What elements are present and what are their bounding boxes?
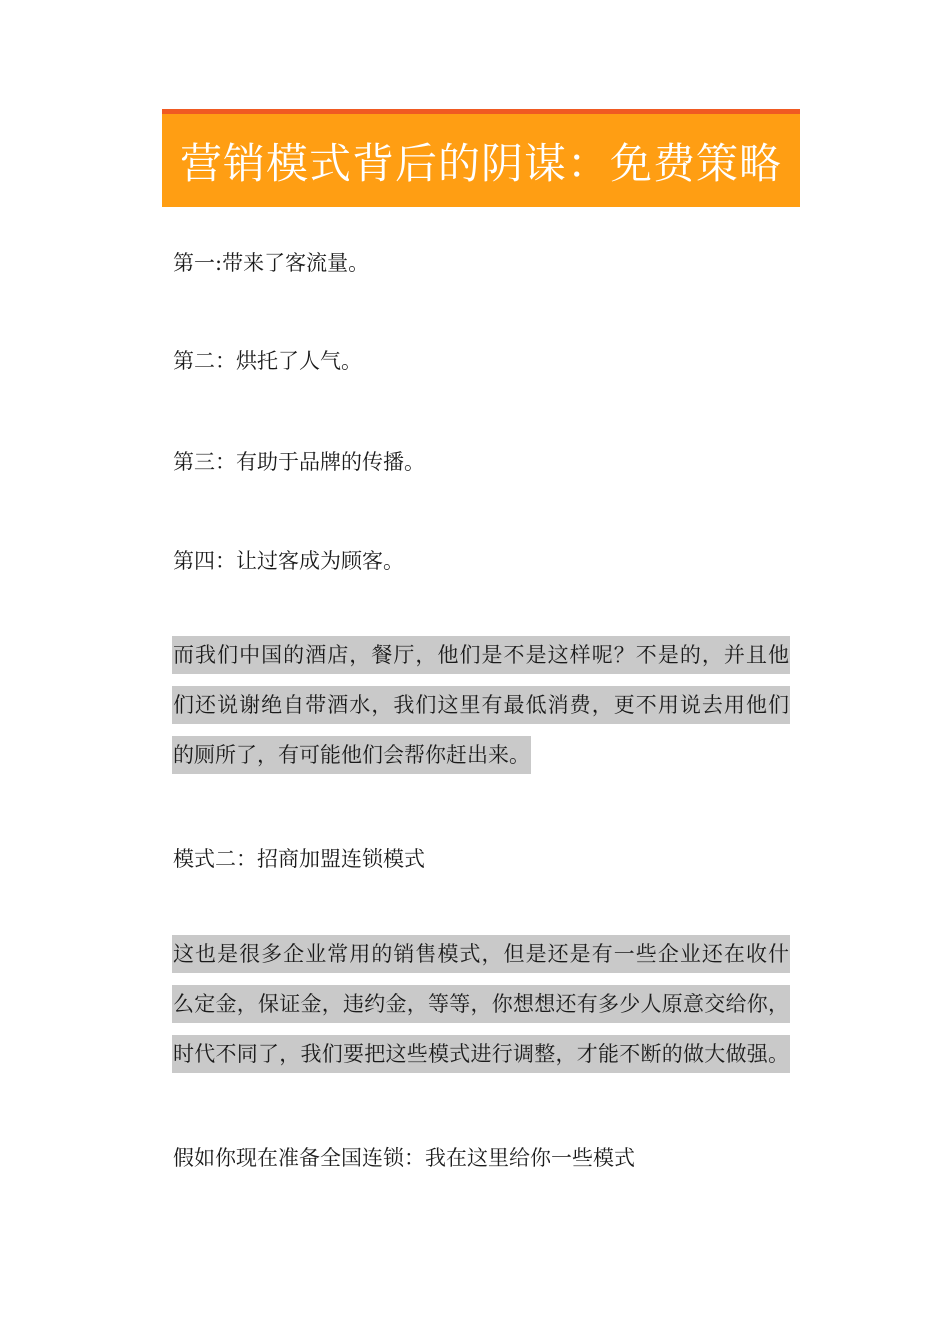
highlighted-paragraph-2 bbox=[172, 935, 790, 1085]
paragraph-text: 时代不同了，我们要把这些模式进行调整，才能不断的做大做强。 bbox=[172, 1035, 790, 1073]
list-item-first: 第一:带来了客流量。 bbox=[173, 251, 370, 275]
title-banner bbox=[162, 109, 800, 207]
paragraph-line bbox=[172, 1035, 790, 1073]
paragraph-line bbox=[172, 686, 790, 724]
paragraph-line bbox=[172, 736, 790, 774]
paragraph-line bbox=[172, 985, 790, 1023]
paragraph-text: 们还说谢绝自带酒水，我们这里有最低消费，更不用说去用他们 bbox=[172, 686, 790, 724]
paragraph-line bbox=[172, 935, 790, 973]
highlighted-paragraph-1 bbox=[172, 636, 790, 786]
paragraph-text: 的厕所了，有可能他们会帮你赶出来。 bbox=[172, 736, 531, 774]
paragraph-text: 而我们中国的酒店，餐厅，他们是不是这样呢？不是的，并且他 bbox=[172, 636, 790, 674]
paragraph-line bbox=[172, 636, 790, 674]
page-title: 营销模式背后的阴谋：免费策略 bbox=[179, 138, 782, 188]
list-item-second: 第二：烘托了人气。 bbox=[173, 349, 362, 373]
list-item-third: 第三：有助于品牌的传播。 bbox=[173, 450, 425, 474]
paragraph-text: 么定金，保证金，违约金，等等，你想想还有多少人原意交给你， bbox=[172, 985, 790, 1023]
section-heading: 模式二：招商加盟连锁模式 bbox=[173, 847, 425, 871]
closing-line: 假如你现在准备全国连锁：我在这里给你一些模式 bbox=[173, 1146, 635, 1170]
list-item-fourth: 第四：让过客成为顾客。 bbox=[173, 549, 404, 573]
paragraph-text: 这也是很多企业常用的销售模式，但是还是有一些企业还在收什 bbox=[172, 935, 790, 973]
